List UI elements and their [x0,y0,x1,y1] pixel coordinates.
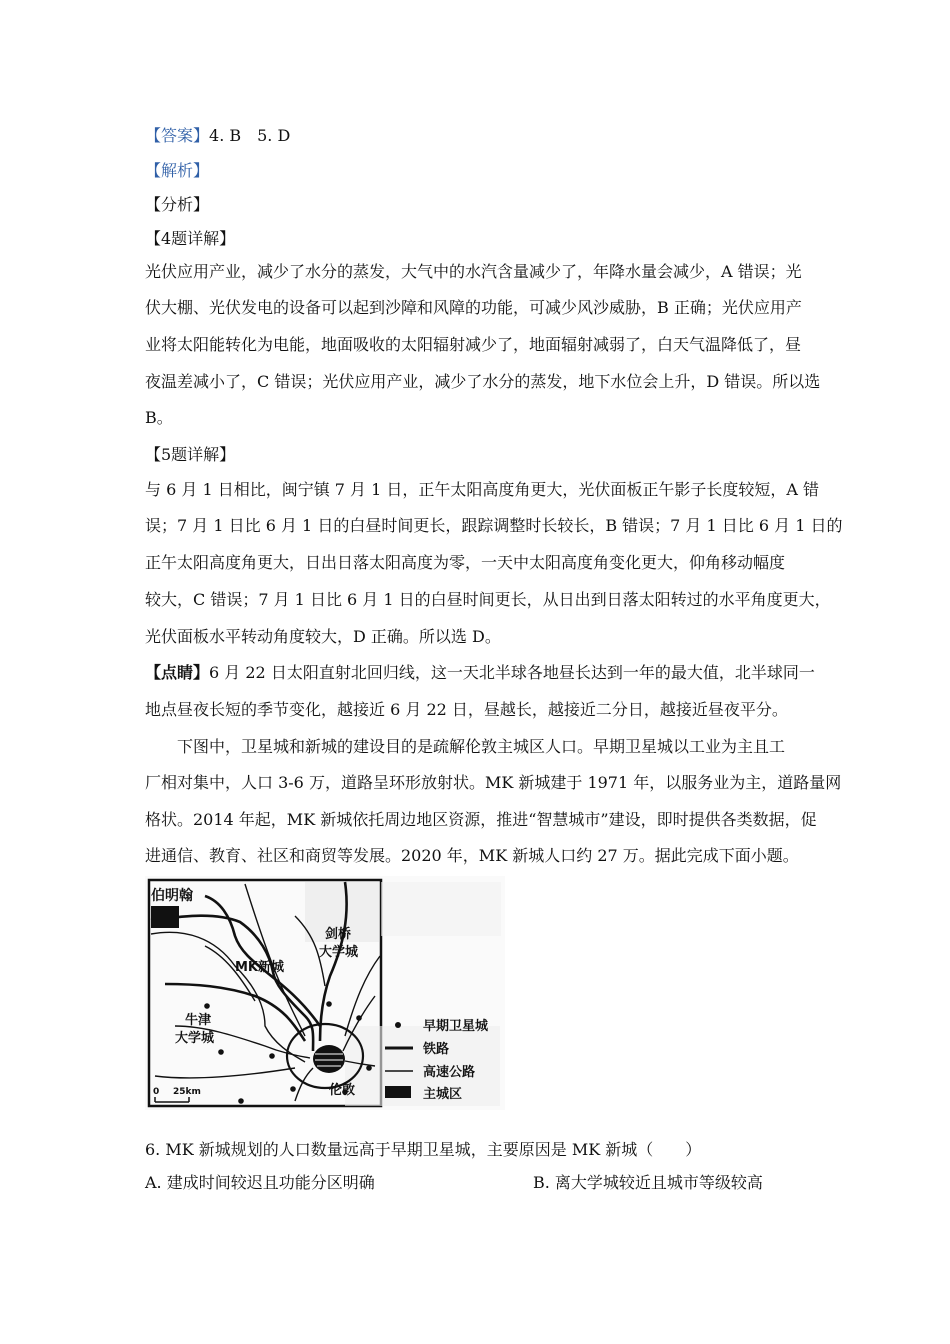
place-london: 伦敦 [329,1083,356,1098]
scale-zero: 0 [153,1087,160,1097]
place-mk: MK新城 [235,960,285,975]
legend-core-symbol [385,1086,411,1098]
place-oxford-1: 牛津 [185,1013,212,1028]
q5-heading: 【5题详解】 [145,445,236,464]
passage-line: 下图中，卫星城和新城的建设目的是疏解伦敦主城区人口。早期卫星城以工业为主且工 [145,737,786,756]
q5-line: 与 6 月 1 日相比，闽宁镇 7 月 1 日，正午太阳高度角更大，光伏面板正午影子长度较短，A 错 [145,480,820,499]
q4-line: 光伏应用产业，减少了水分的蒸发，大气中的水汽含量减少了，年降水量会减少，A 错误；光 [145,262,802,281]
q4-line: 夜温差减小了，C 错误；光伏应用产业，减少了水分的蒸发，地下水位会上升，D 错误。所以选 [145,372,821,391]
q4-line: B。 [145,408,173,427]
legend-satellite-symbol [395,1022,401,1028]
london-satellite-city-map [145,876,505,1110]
answer-text: 4. B 5. D [209,126,291,145]
question-6-stem: 6. MK 新城规划的人口数量远高于早期卫星城，主要原因是 MK 新城（ ） [145,1140,702,1159]
dianjing-label: 【点睛】 [145,663,210,682]
place-cambridge-2: 大学城 [319,945,359,960]
passage-line: 格状。2014 年起，MK 新城依托周边地区资源，推进“智慧城市”建设，即时提供各类数据，促 [145,810,817,829]
dianjing-line [145,663,815,683]
place-bletchley: 伯明翰 [151,888,193,904]
scale-dist: 25km [173,1087,201,1097]
analysis-heading: 【解析】 [145,161,210,180]
answer-label: 【答案】 [145,126,210,145]
q5-line: 较大，C 错误；7 月 1 日比 6 月 1 日的白昼时间更长，从日出到日落太阳转过的水平角度更大， [145,590,831,609]
fenxi-heading: 【分析】 [145,195,210,214]
legend-core: 主城区 [423,1087,463,1102]
passage-line: 厂相对集中，人口 3-6 万，道路呈环形放射状。MK 新城建于 1971 年，以服务业为主，道路量网 [145,773,842,792]
dianjing-text: 6 月 22 日太阳直射北回归线，这一天北半球各地昼长达到一年的最大值，北半球同一 [209,663,815,682]
london-core [313,1045,345,1073]
legend-railway: 铁路 [423,1042,450,1057]
passage-line: 进通信、教育、社区和商贸等发展。2020 年，MK 新城人口约 27 万。据此完成下面小题。 [145,846,799,865]
question-6-option-a: A. 建成时间较迟且功能分区明确 [145,1173,375,1192]
q4-line: 伏大棚、光伏发电的设备可以起到沙障和风障的功能，可减少风沙威胁，B 正确；光伏应用产 [145,298,802,317]
q5-line: 误；7 月 1 日比 6 月 1 日的白昼时间更长，跟踪调整时长较长，B 错误；7 月 1 日比 6 月 1 日的 [145,516,843,535]
place-cambridge-1: 剑桥 [325,927,352,942]
q5-line: 正午太阳高度角更大，日出日落太阳高度为零，一天中太阳高度角变化更大，仰角移动幅度 [145,553,786,572]
q4-heading: 【4题详解】 [145,229,236,248]
q4-line: 业将太阳能转化为电能，地面吸收的太阳辐射减少了，地面辐射减弱了，白天气温降低了，昼 [145,335,802,354]
dianjing-line: 地点昼夜长短的季节变化，越接近 6 月 22 日，昼越长，越接近二分日，越接近昼夜平分。 [145,700,788,719]
question-6-option-b: B. 离大学城较近且城市等级较高 [533,1173,763,1192]
q5-line: 光伏面板水平转动角度较大，D 正确。所以选 D。 [145,627,501,646]
map-svg [145,876,505,1110]
legend-satellite: 早期卫星城 [423,1019,489,1034]
place-oxford-2: 大学城 [175,1031,215,1046]
bletchley-core [151,906,179,928]
legend-highway: 高速公路 [423,1065,476,1080]
answer-line [145,126,290,146]
